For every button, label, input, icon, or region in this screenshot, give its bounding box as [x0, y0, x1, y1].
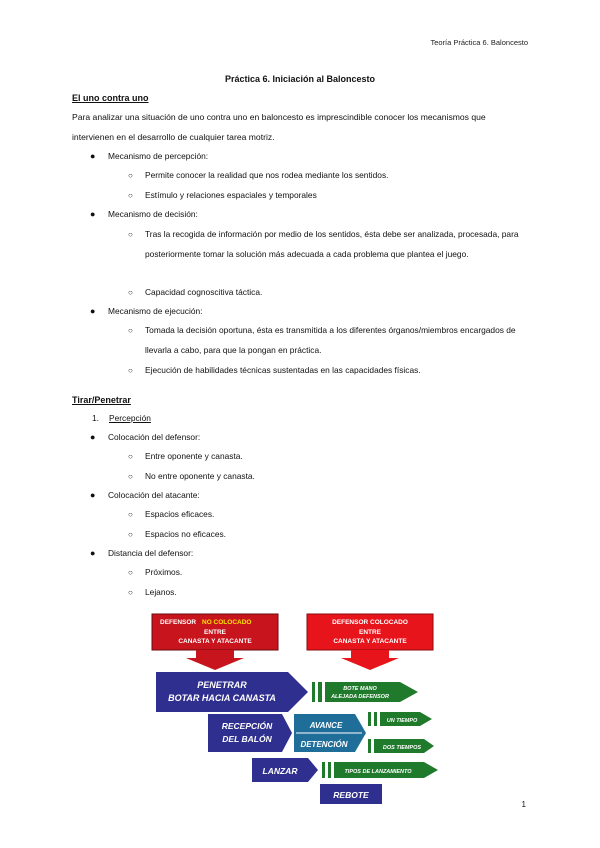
bullet-dot: ● — [90, 432, 96, 442]
sub-bullet: ○ Lejanos. — [128, 583, 523, 603]
running-header: Teoría Práctica 6. Baloncesto — [430, 38, 528, 47]
sub-bullet: ○ No entre oponente y canasta. — [128, 467, 523, 487]
svg-text:BOTAR HACIA CANASTA: BOTAR HACIA CANASTA — [168, 693, 276, 703]
penetrar-arrow — [156, 672, 308, 712]
bullet-dot: ● — [90, 548, 96, 558]
circle-marker: ○ — [128, 510, 133, 519]
lanzar-arrow — [252, 758, 318, 782]
sub-bullet: ○ Próximos. — [128, 563, 523, 583]
down-arrow-icon — [341, 650, 399, 670]
sub-bullet: ○ Espacios eficaces. — [128, 505, 523, 525]
sub-bullet: ○ Capacidad cognoscitiva táctica. — [128, 283, 523, 303]
bullet-dot: ● — [90, 151, 96, 161]
circle-marker: ○ — [128, 288, 133, 297]
section-heading-tirar-penetrar: Tirar/Penetrar — [72, 395, 131, 405]
svg-text:DEFENSOR: DEFENSOR — [160, 619, 197, 626]
defensor-colocado-box — [307, 614, 433, 670]
page-title: Práctica 6. Iniciación al Baloncesto — [224, 74, 376, 84]
document-page: Teoría Práctica 6. Baloncesto Práctica 6. Iniciación al Baloncesto El uno contra uno Para analizar una situación de uno contra uno en baloncesto es imprescindible conocer los mecanismos que intervienen en el desarrollo de cualquier tarea motriz. ● Mecanismo de percepción: ○ Permite conocer la realidad que nos rodea mediante los sentidos. ○ Estímulo y relaciones espaciales y temporales ● Mecanismo de decisión: ○ Tras la recogida de información por medio de los sentidos, ésta debe ser analizada, procesada, para posteriormente tomar la solución más adecuada a cada problema que plantea el juego. ○ Capacidad cognoscitiva táctica. ● Mecanismo de ejecución: ○ Tomada la decisión oportuna, ésta es transmitida a los diferentes órganos/miembros encargados de llevarla a cabo, para que la pongan en práctica. ○ Ejecución de habilidades técnicas sustentadas en las capacidades físicas. Tirar/Penetrar 1. Percepción ● Colocación del defensor: ○ Entre oponente y canasta. ○ No entre oponente y canasta. ● Colocación del atacante: ○ Espacios eficaces. ○ Espacios no eficaces. ● Distancia del defensor: ○ Próximos. ○ Lejanos. DEFENSOR NO COLOCADO ENTRE CANASTA Y ATACANTE DEFENSOR COLOCADO ENTRE CANASTA Y ATACANTE PENETRAR BOTAR HACIA CANASTA BOTE MANO ALEJADA DEFENSOR RECEPCIÓN DEL BALÓN AVANCE DETENCIÓN UN TIEMPO DOS TIEMPOS LANZAR TIPOS DE LANZAMIENTO REBOTE 1 — [0, 0, 600, 848]
circle-marker: ○ — [128, 568, 133, 577]
bullet-dot: ● — [90, 306, 96, 316]
svg-text:AVANCE: AVANCE — [309, 721, 343, 730]
down-arrow-icon — [186, 650, 244, 670]
rebote-box — [320, 784, 382, 804]
svg-text:DETENCIÓN: DETENCIÓN — [300, 740, 348, 749]
sub-bullet: ○ Entre oponente y canasta. — [128, 447, 523, 467]
svg-text:UN TIEMPO: UN TIEMPO — [386, 718, 418, 724]
bullet-dot: ● — [90, 209, 96, 219]
bote-mano-arrow — [312, 682, 418, 702]
svg-text:BOTE MANO: BOTE MANO — [343, 686, 377, 692]
svg-text:RECEPCIÓN: RECEPCIÓN — [221, 721, 273, 731]
circle-marker: ○ — [128, 530, 133, 539]
svg-text:ALEJADA DEFENSOR: ALEJADA DEFENSOR — [331, 694, 389, 700]
recepcion-arrow — [208, 714, 292, 752]
svg-text:LANZAR: LANZAR — [262, 766, 298, 776]
circle-marker: ○ — [128, 326, 133, 335]
svg-text:DEFENSOR COLOCADO: DEFENSOR COLOCADO — [332, 619, 408, 626]
sub-bullet: ○ Espacios no eficaces. — [128, 525, 523, 545]
sub-bullet: ○ Tras la recogida de información por medio de los sentidos, ésta debe ser analizada, procesada, para posteriormente tomar la solución más adecuada a cada problema que plantea el juego. — [128, 225, 523, 264]
svg-text:NO COLOCADO: NO COLOCADO — [202, 619, 252, 626]
sub-bullet: ○ Ejecución de habilidades técnicas sustentadas en las capacidades físicas. — [128, 361, 523, 381]
svg-text:DOS TIEMPOS: DOS TIEMPOS — [382, 745, 422, 751]
un-tiempo-arrow — [368, 712, 432, 726]
circle-marker: ○ — [128, 366, 133, 375]
avance-detencion-arrow — [294, 714, 366, 752]
tipos-lanzamiento-arrow — [322, 762, 438, 778]
intro-paragraph: Para analizar una situación de uno contra uno en baloncesto es imprescindible conocer los mecanismos que intervienen en el desarrollo de cualquier tarea motriz. — [72, 112, 486, 142]
svg-text:CANASTA Y ATACANTE: CANASTA Y ATACANTE — [178, 638, 252, 645]
circle-marker: ○ — [128, 191, 133, 200]
sub-bullet: ○ Tomada la decisión oportuna, ésta es transmitida a los diferentes órganos/miembros encargados de llevarla a cabo, para que la pongan en práctica. — [128, 321, 523, 360]
svg-text:CANASTA Y ATACANTE: CANASTA Y ATACANTE — [333, 638, 407, 645]
svg-text:DEL BALÓN: DEL BALÓN — [222, 734, 272, 744]
sub-bullet: ○ Permite conocer la realidad que nos rodea mediante los sentidos. — [128, 166, 523, 186]
page-number: 1 — [521, 800, 526, 809]
svg-text:PENETRAR: PENETRAR — [197, 680, 247, 690]
section-heading-uno-contra-uno: El uno contra uno — [72, 93, 149, 103]
svg-text:TIPOS DE LANZAMIENTO: TIPOS DE LANZAMIENTO — [344, 769, 412, 775]
bullet-dot: ● — [90, 490, 96, 500]
svg-text:ENTRE: ENTRE — [203, 629, 227, 636]
sub-bullet: ○ Estímulo y relaciones espaciales y temporales — [128, 186, 523, 206]
circle-marker: ○ — [128, 452, 133, 461]
dos-tiempos-arrow — [368, 739, 434, 753]
svg-text:REBOTE: REBOTE — [333, 790, 369, 800]
defensor-no-colocado-box — [152, 614, 278, 670]
circle-marker: ○ — [128, 472, 133, 481]
flow-diagram — [150, 608, 450, 808]
circle-marker: ○ — [128, 230, 133, 239]
circle-marker: ○ — [128, 171, 133, 180]
circle-marker: ○ — [128, 588, 133, 597]
svg-text:ENTRE: ENTRE — [358, 629, 382, 636]
